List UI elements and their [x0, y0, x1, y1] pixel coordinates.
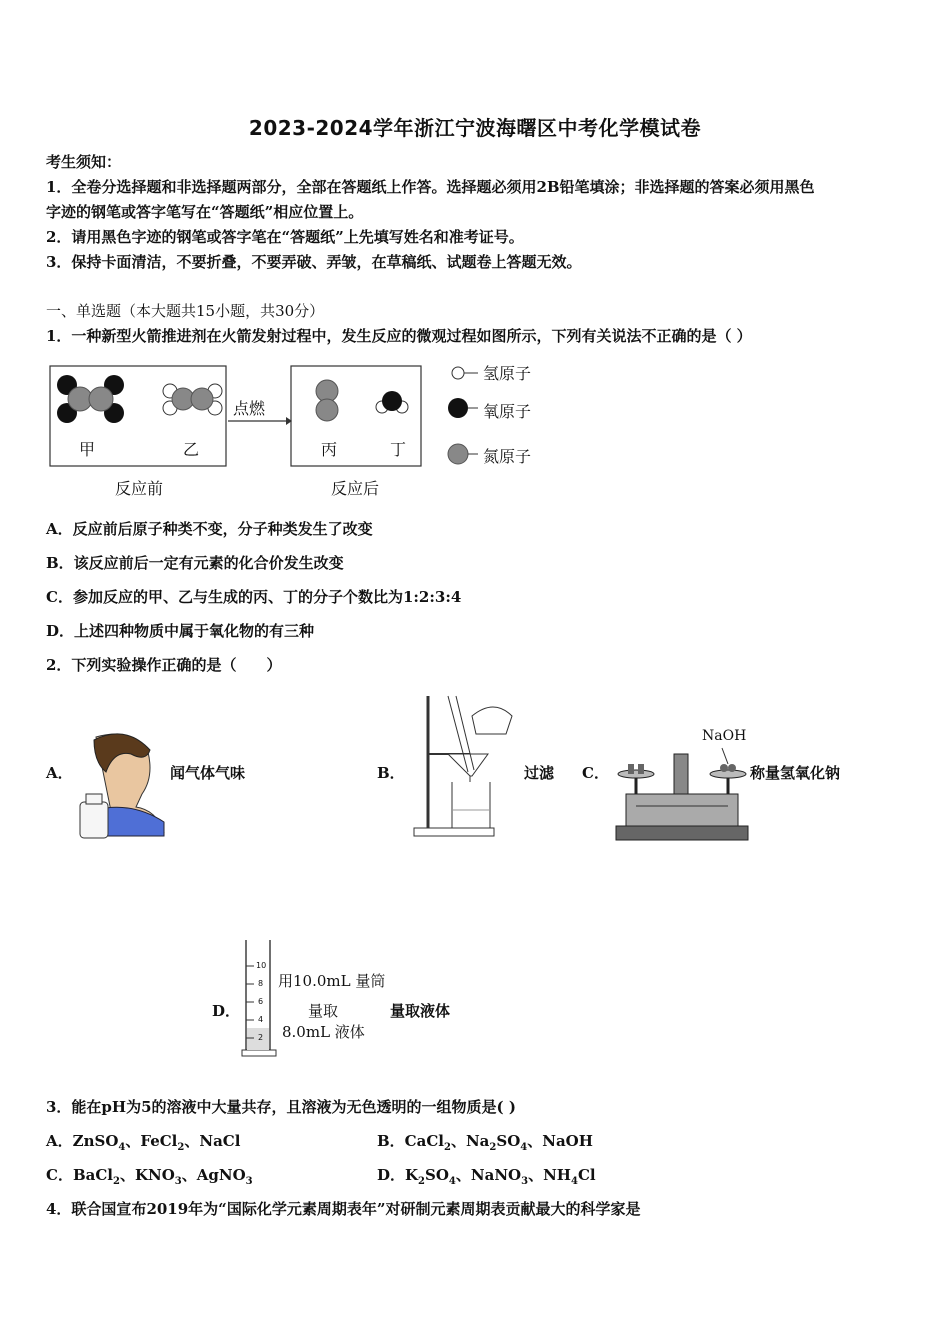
q1-option-a: A．反应前后原子种类不变，分子种类发生了改变: [46, 520, 373, 538]
label-before: 反应前: [115, 479, 164, 498]
legend-o-label: 氧原子: [483, 402, 532, 421]
q3-option-c: C．BaCl$_2$、$KNO_3$、AgNO$_3$: [46, 1166, 253, 1187]
notice-item-1-cont: 字迹的钢笔或答字笔写在“答题纸”相应位置上。: [46, 203, 364, 221]
molecule-jia: [57, 375, 124, 423]
label-jia: 甲: [79, 440, 96, 459]
q2-c-letter: C．: [582, 764, 609, 782]
tick-label: 2: [258, 1033, 264, 1042]
cylinder-caption-2: 量取: [308, 1002, 339, 1020]
balance-illustration: [612, 732, 752, 842]
label-ding: 丁: [390, 440, 407, 459]
legend-n-label: 氮原子: [483, 447, 532, 466]
tick-label: 10: [256, 961, 267, 970]
cylinder-caption-3: 8.0mL 液体: [282, 1023, 365, 1041]
legend-o: [448, 398, 478, 418]
smell-gas-illustration: [76, 732, 176, 842]
label-yi: 乙: [183, 440, 200, 459]
q1-stem: 1．一种新型火箭推进剂在火箭发射过程中，发生反应的微观过程如图所示，下列有关说法不正确的是（ ）: [46, 327, 752, 345]
legend-n: [448, 444, 478, 464]
notice-item-2: 2．请用黑色字迹的钢笔或答字笔在“答题纸”上先填写姓名和准考证号。: [46, 228, 524, 246]
naoh-label: NaOH: [702, 728, 747, 744]
q3-stem: 3．能在pH为5的溶液中大量共存，且溶液为无色透明的一组物质是( ): [46, 1098, 516, 1116]
q3-option-b: B．CaCl$_2$、$Na_2SO_4$、NaOH: [377, 1132, 593, 1153]
q1-option-b: B．该反应前后一定有元素的化合价发生改变: [46, 554, 344, 572]
q4-stem: 4．联合国宣布2019年为“国际化学元素周期表年”对研制元素周期表贡献最大的科学家是: [46, 1200, 641, 1218]
notice-heading: 考生须知：: [46, 153, 122, 171]
legend-h: [452, 367, 478, 379]
q2-c-text: 称量氢氧化钠: [750, 764, 841, 782]
q2-b-letter: B．: [377, 764, 405, 782]
q2-d-text: 量取液体: [390, 1002, 451, 1020]
molecule-ding: [376, 391, 408, 413]
label-bing: 丙: [321, 440, 338, 459]
q3-option-a: A．ZnSO$_4$、FeCl$_2$、NaCl: [46, 1132, 241, 1153]
cylinder-caption-1: 用10.0mL 量筒: [278, 972, 386, 990]
q1-option-d: D．上述四种物质中属于氧化物的有三种: [46, 622, 315, 640]
q2-b-text: 过滤: [524, 764, 555, 782]
notice-item-3: 3．保持卡面清洁，不要折叠，不要弄破、弄皱，在草稿纸、试题卷上答题无效。: [46, 253, 582, 271]
legend-h-label: 氢原子: [483, 364, 532, 383]
label-after: 反应后: [331, 479, 380, 498]
molecule-yi: [163, 384, 222, 415]
molecule-bing: [316, 380, 338, 421]
q2-d-letter: D．: [212, 1002, 241, 1020]
q2-a-letter: A．: [46, 764, 73, 782]
filtration-illustration: [410, 692, 520, 842]
tick-label: 4: [258, 1015, 264, 1024]
notice-item-1: 1．全卷分选择题和非选择题两部分，全部在答题纸上作答。选择题必须用2B铅笔填涂；非选择题的答案必须用黑色: [46, 178, 815, 196]
tick-label: 8: [258, 979, 264, 988]
page-title: 2023-2024学年浙江宁波海曙区中考化学模试卷: [248, 116, 702, 140]
q2-a-text: 闻气体气味: [170, 764, 246, 782]
label-ignite: 点燃: [233, 399, 266, 418]
q2-stem: 2．下列实验操作正确的是（ ）: [46, 656, 282, 674]
q3-option-d: D．$K_2SO_4$、NaNO$_3$、$NH_4Cl$: [377, 1166, 596, 1187]
section-heading: 一、单选题（本大题共15小题，共30分）: [46, 302, 325, 320]
q1-option-c: C．参加反应的甲、乙与生成的丙、丁的分子个数比为1:2:3:4: [46, 588, 462, 606]
tick-label: 6: [258, 997, 264, 1006]
